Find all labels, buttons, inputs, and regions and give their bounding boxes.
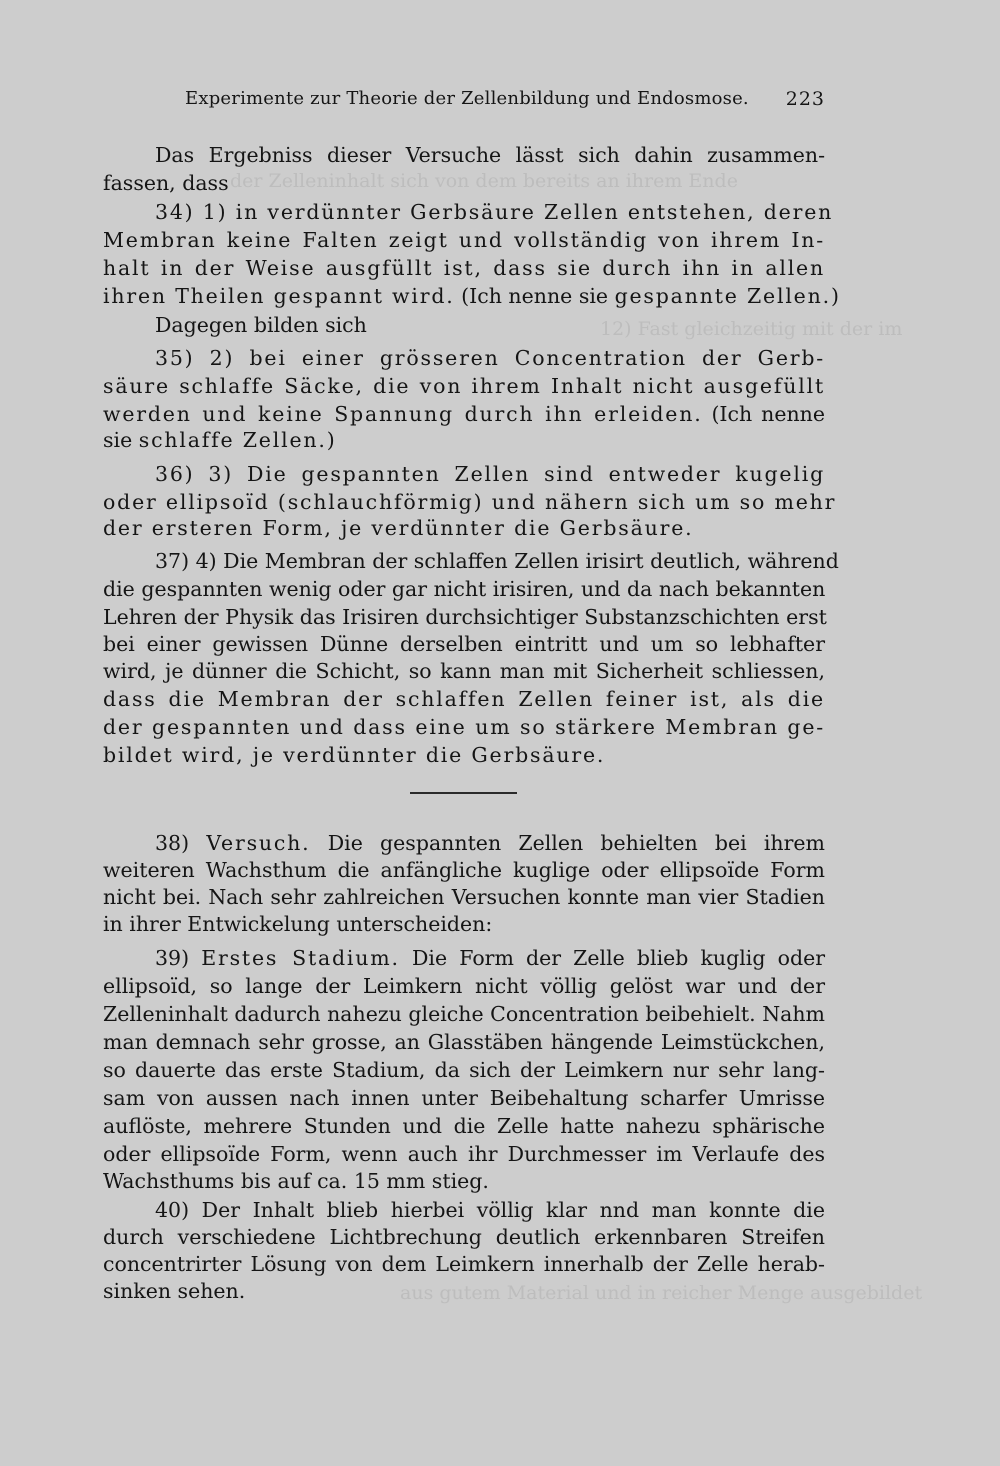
text-line: 36) 3) Die gespannten Zellen sind entweder kugelig — [155, 462, 825, 486]
text-span: 39) — [155, 946, 190, 970]
text-line — [103, 283, 839, 310]
text-line: ellipsoïd, so lange der Leimkern nicht völlig gelöst war und der — [103, 974, 825, 998]
text-line: so dauerte das erste Stadium, da sich der Leimkern nur sehr lang- — [103, 1058, 825, 1082]
text-line: Dagegen bilden sich — [155, 313, 367, 337]
text-span: ) — [830, 284, 839, 308]
text-line: bildet wird, je verdünnter die Gerbsäure. — [103, 743, 606, 767]
text-line — [155, 830, 825, 857]
page-number: 223 — [785, 88, 825, 110]
text-span: Die gespannten Zellen behielten bei ihrem — [327, 831, 825, 855]
text-line: der gespannten und dass eine um so stärkere Membran ge- — [103, 715, 825, 739]
text-line: man demnach sehr grosse, an Glasstäben hängende Leimstückchen, — [103, 1030, 825, 1054]
bleed-through-text: 12) Fast gleichzeitig mit der im — [600, 318, 903, 340]
text-line: sam von aussen nach innen unter Beibehaltung scharfer Umrisse — [103, 1086, 825, 1110]
text-line: Membran keine Falten zeigt und vollständig von ihrem In- — [103, 228, 825, 252]
running-header — [185, 88, 825, 118]
text-line: concentrirter Lösung von dem Leimkern innerhalb der Zelle herab- — [103, 1252, 825, 1276]
text-line: Lehren der Physik das Irisiren durchsichtiger Substanzschichten erst — [103, 605, 827, 629]
text-line: 40) Der Inhalt blieb hierbei völlig klar nnd man konnte die — [155, 1198, 825, 1222]
text-line: dass die Membran der schlaffen Zellen feiner ist, als die — [103, 687, 825, 711]
text-line: durch verschiedene Lichtbrechung deutlich erkennbaren Streifen — [103, 1225, 825, 1249]
text-line: der ersteren Form, je verdünnter die Gerbsäure. — [103, 516, 694, 540]
text-line: Zelleninhalt dadurch nahezu gleiche Concentration beibehielt. Nahm — [103, 1002, 825, 1026]
text-span: schlaffe Zellen. — [138, 428, 327, 452]
text-line — [103, 401, 825, 428]
text-span: (Ich nenne sie — [461, 284, 609, 308]
text-line: bei einer gewissen Dünne derselben eintritt und um so lebhafter — [103, 632, 825, 656]
text-span: ) — [326, 428, 335, 452]
running-title: Experimente zur Theorie der Zellenbildung und Endosmose. — [185, 88, 749, 109]
text-span: (Ich nenne — [711, 402, 825, 426]
text-line: 34) 1) in verdünnter Gerbsäure Zellen entstehen, deren — [155, 200, 834, 224]
text-line — [103, 427, 335, 454]
text-line: die gespannten wenig oder gar nicht irisiren, und da nach bekannten — [103, 577, 826, 601]
text-line — [155, 945, 825, 972]
text-line: in ihrer Entwickelung unterscheiden: — [103, 912, 493, 936]
text-line: 37) 4) Die Membran der schlaffen Zellen irisirt deutlich, während — [155, 549, 839, 573]
text-line: wird, je dünner die Schicht, so kann man mit Sicherheit schliessen, — [103, 659, 825, 683]
text-span: Die Form der Zelle blieb kuglig oder — [411, 946, 825, 970]
text-line: Wachsthums bis auf ca. 15 mm stieg. — [103, 1169, 489, 1193]
text-span: Versuch. — [206, 831, 311, 855]
text-line: fassen, dass — [103, 171, 229, 195]
text-span: ihren Theilen gespannt wird. — [103, 284, 455, 308]
bleed-through-text: aus gutem Material und in reicher Menge ausgebildet — [400, 1282, 923, 1304]
section-divider — [410, 792, 517, 794]
text-span: werden und keine Spannung durch ihn erleiden. — [103, 402, 703, 426]
text-line: Das Ergebniss dieser Versuche lässt sich dahin zusammen- — [155, 143, 825, 167]
text-line: nicht bei. Nach sehr zahlreichen Versuchen konnte man vier Stadien — [103, 885, 825, 909]
bleed-through-text: der Zelleninhalt sich von dem bereits an ihrem Ende — [230, 170, 738, 192]
text-line: auflöste, mehrere Stunden und die Zelle hatte nahezu sphärische — [103, 1114, 825, 1138]
text-span: gespannte Zellen. — [614, 284, 831, 308]
text-span: Erstes Stadium. — [201, 946, 400, 970]
text-line: sinken sehen. — [103, 1279, 246, 1303]
text-line: säure schlaffe Säcke, die von ihrem Inhalt nicht ausgefüllt — [103, 374, 825, 398]
text-line: oder ellipsoïd (schlauchförmig) und nähern sich um so mehr — [103, 490, 837, 514]
text-line: 35) 2) bei einer grösseren Concentration der Gerb- — [155, 346, 825, 370]
text-line: oder ellipsoïde Form, wenn auch ihr Durchmesser im Verlaufe des — [103, 1142, 825, 1166]
text-span: 38) — [155, 831, 190, 855]
text-span: sie — [103, 428, 133, 452]
text-line: halt in der Weise ausgfüllt ist, dass sie durch ihn in allen — [103, 256, 825, 280]
text-line: weiteren Wachsthum die anfängliche kuglige oder ellipsoïde Form — [103, 858, 825, 882]
